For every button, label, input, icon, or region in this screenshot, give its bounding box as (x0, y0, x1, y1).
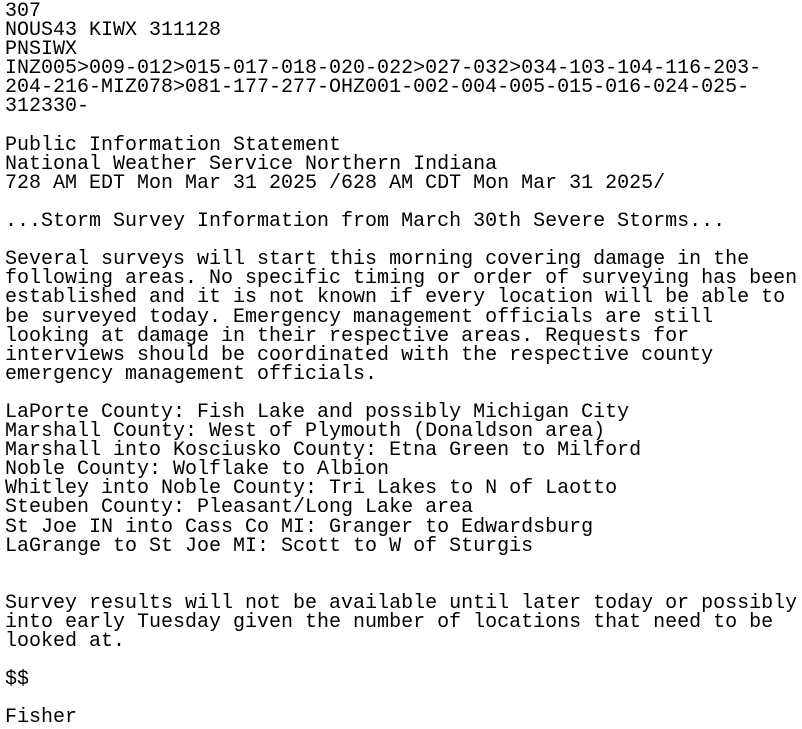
expiration-time: 312330- (5, 95, 90, 119)
body-paragraph-line: established and it is not known if every location will be able to (5, 286, 786, 310)
survey-area-item: LaPorte County: Fish Lake and possibly Michigan City (5, 400, 630, 424)
blank-line (5, 556, 802, 575)
awips-id: PNSIWX (5, 38, 78, 62)
survey-area-item: Marshall into Kosciusko County: Etna Green to Milford (5, 439, 642, 463)
zone-codes-line-1: INZ005>009-012>015-017-018-020-022>027-032>034-103-104-116-203- (5, 57, 762, 81)
blank-line (5, 689, 802, 708)
body-paragraph-line: emergency management officials. (5, 362, 378, 386)
issue-time: 728 AM EDT Mon Mar 31 2025 /628 AM CDT Mon Mar 31 2025/ (5, 171, 666, 195)
survey-area-item: Whitley into Noble County: Tri Lakes to N of Laotto (5, 477, 618, 501)
author-signature: Fisher (5, 706, 78, 729)
body-paragraph-line: following areas. No specific timing or order of surveying has been (5, 267, 798, 291)
closing-paragraph-line: into early Tuesday given the number of locations that need to be (5, 611, 774, 634)
wmo-header: NOUS43 KIWX 311128 (5, 19, 222, 43)
survey-area-item: LaGrange to St Joe MI: Scott to W of Sturgis (5, 534, 534, 558)
end-marker: $$ (5, 668, 30, 692)
body-paragraph-line: be surveyed today. Emergency management officials are still (5, 305, 714, 329)
product-number: 307 (5, 0, 42, 23)
survey-area-item: Noble County: Wolflake to Albion (5, 458, 390, 482)
body-paragraph-line: looking at damage in their respective areas. Requests for (5, 324, 690, 348)
body-paragraph-line: Several surveys will start this morning covering damage in the (5, 248, 750, 272)
zone-codes-line-2: 204-216-MIZ078>081-177-277-OHZ001-002-004-005-015-016-024-025- (5, 76, 750, 100)
survey-area-item: Steuben County: Pleasant/Long Lake area (5, 496, 474, 520)
survey-area-item: Marshall County: West of Plymouth (Donaldson area) (5, 420, 606, 444)
blank-line (5, 117, 802, 136)
survey-area-item: St Joe IN into Cass Co MI: Granger to Edwardsburg (5, 515, 594, 539)
statement-title: Public Information Statement (5, 133, 342, 157)
closing-paragraph-line: looked at. (5, 630, 126, 654)
issuing-office: National Weather Service Northern Indiana (5, 152, 498, 176)
body-paragraph-line: interviews should be coordinated with the respective county (5, 343, 714, 367)
headline: ...Storm Survey Information from March 30th Severe Storms... (5, 210, 726, 234)
closing-paragraph-line: Survey results will not be available until later today or possibly (5, 591, 798, 615)
blank-line (5, 651, 802, 670)
